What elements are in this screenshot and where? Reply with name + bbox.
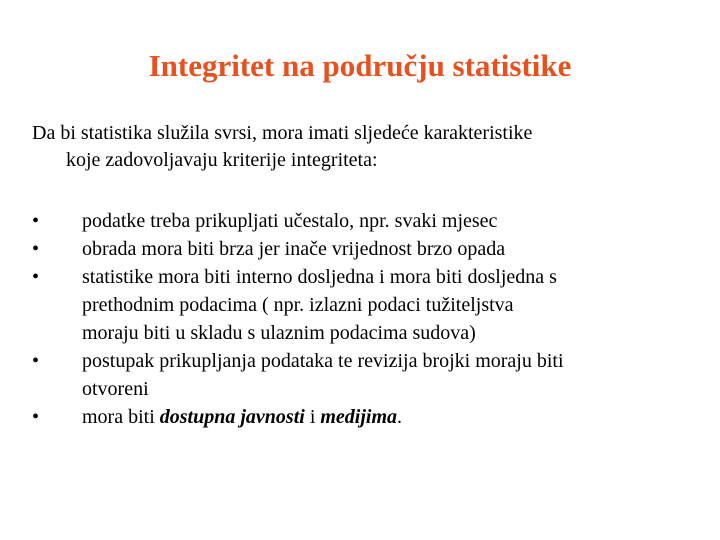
bullet-item [32,207,682,235]
bullet-text: statistike mora biti interno dosljedna i mora biti dosljedna s [82,266,557,288]
bullet-item [32,263,682,347]
bullet-item [32,347,682,403]
bullet-text-suffix: . [397,406,403,428]
bullet-text: postupak prikupljanja podataka te revizija brojki moraju biti [82,350,564,372]
bullet-text: moraju biti u skladu s ulaznim podacima sudova) [82,322,476,344]
bullet-item [32,235,682,263]
bullet-item [32,403,682,431]
intro-paragraph [32,120,692,174]
bullet-text: podatke treba prikupljati učestalo, npr. svaki mjesec [82,210,498,232]
intro-line: Da bi statistika služila svrsi, mora imati sljedeće karakteristike [32,122,533,144]
bullet-list [32,207,682,431]
bullet-text: otvoreni [82,378,149,400]
bullet-text: prethodnim podacima ( npr. izlazni podaci tužiteljstva [82,294,514,316]
bullet-marker: • [32,266,40,288]
bullet-text-conjunction: i [304,406,321,428]
slide-title: Integritet na području statistike [148,48,572,83]
bullet-text [82,403,682,431]
bullet-marker: • [32,350,40,372]
emphasis-media: medijima [320,406,398,428]
bullet-text: obrada mora biti brza jer inače vrijednost brzo opada [82,238,506,260]
bullet-marker: • [32,210,40,232]
bullet-text-prefix: mora biti [82,406,160,428]
bullet-marker: • [32,238,40,260]
bullet-marker: • [32,406,40,428]
intro-line: koje zadovoljavaju kriterije integriteta: [66,149,378,171]
emphasis-public-access: dostupna javnosti [159,406,305,428]
